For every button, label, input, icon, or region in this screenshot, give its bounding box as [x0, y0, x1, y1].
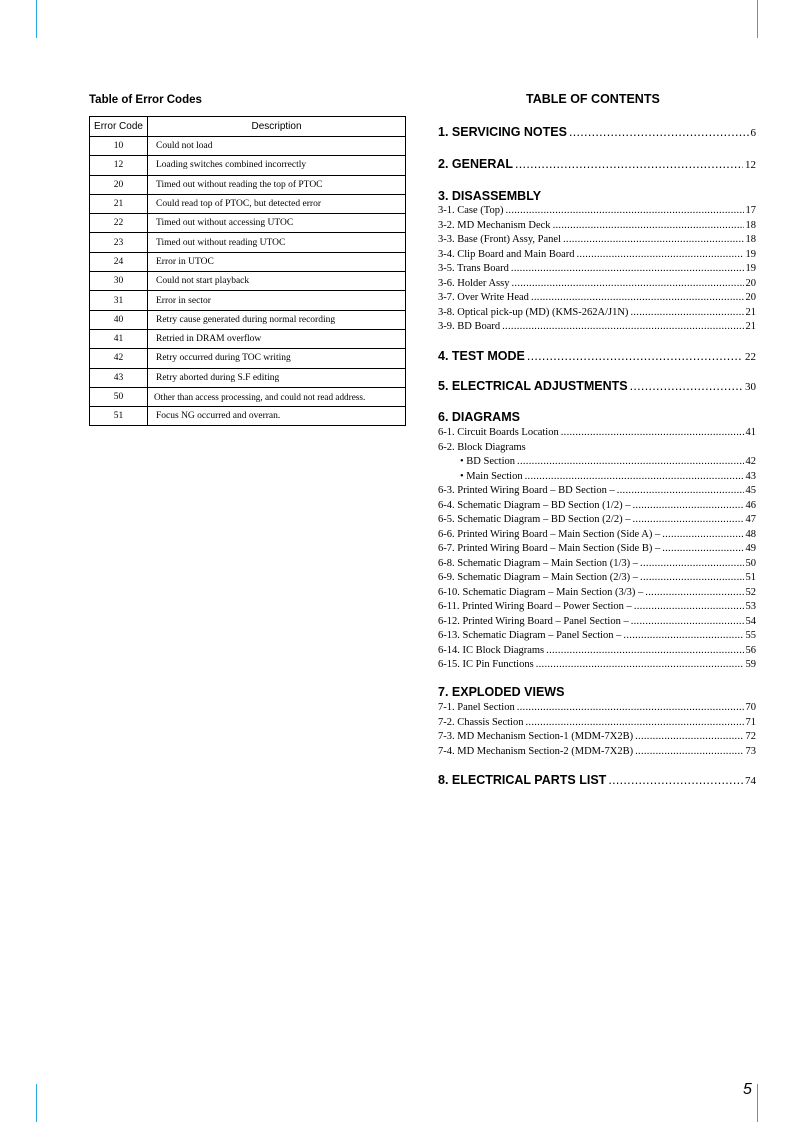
leader-dots: [640, 572, 743, 583]
table-row: [90, 368, 406, 387]
error-code-cell: 41: [90, 329, 148, 348]
toc-item-label: 7-1. Panel Section: [438, 702, 515, 713]
toc-item-label: 3-7. Over Write Head: [438, 292, 529, 303]
toc-item[interactable]: [438, 572, 756, 583]
table-row: [90, 214, 406, 233]
leader-dots: [635, 731, 743, 742]
toc-item-label: 6-5. Schematic Diagram – BD Section (2/2) –: [438, 514, 631, 525]
toc-item-label: 6-10. Schematic Diagram – Main Section (3/3) –: [438, 586, 644, 598]
error-code-cell: 50: [90, 387, 148, 406]
toc-page-number: 19: [745, 248, 756, 260]
toc-item-label: 6-1. Circuit Boards Location: [438, 427, 559, 438]
error-code-cell: 51: [90, 407, 148, 426]
table-row: [90, 252, 406, 271]
toc-item[interactable]: [438, 249, 756, 260]
description-cell: Timed out without accessing UTOC: [148, 214, 406, 233]
toc-page-number: 72: [745, 731, 756, 742]
error-code-cell: 12: [90, 156, 148, 175]
toc-item-label: 3-5. Trans Board: [438, 263, 509, 274]
error-code-table: [89, 116, 406, 426]
toc-page-number: 21: [745, 321, 756, 332]
leader-dots: [631, 616, 744, 627]
description-cell: Retry occurred during TOC writing: [148, 349, 406, 368]
toc-page-number: 18: [745, 219, 756, 231]
table-row: [90, 194, 406, 213]
toc-item-label: 6-11. Printed Wiring Board – Power Section –: [438, 601, 632, 612]
leader-dots: [617, 485, 744, 496]
toc-item[interactable]: [438, 307, 756, 318]
toc-item[interactable]: [438, 702, 756, 713]
toc-page-number: 21: [745, 306, 756, 318]
toc-page-number: 74: [745, 775, 756, 787]
leader-dots: [569, 125, 749, 139]
error-code-cell: 24: [90, 252, 148, 271]
toc-item[interactable]: [438, 292, 756, 303]
toc-item[interactable]: [438, 558, 756, 569]
description-cell: Timed out without reading UTOC: [148, 233, 406, 252]
toc-item-label: 6-2. Block Diagrams: [438, 441, 526, 453]
toc-item-label: 3-8. Optical pick-up (MD) (KMS-262A/J1N): [438, 306, 629, 318]
toc-item-label: 7-3. MD Mechanism Section-1 (MDM-7X2B): [438, 731, 634, 742]
leader-dots: [553, 220, 744, 231]
toc-page-number: 20: [745, 277, 756, 289]
description-cell: Timed out without reading the top of PTOC: [148, 175, 406, 194]
header-error-code: Error Code: [90, 117, 148, 137]
toc-item[interactable]: [438, 543, 756, 554]
toc-item-label: 6-12. Printed Wiring Board – Panel Section –: [438, 615, 629, 627]
toc-page-number: 43: [745, 470, 756, 482]
leader-dots: [525, 471, 744, 482]
toc-section-label: 1. SERVICING NOTES: [438, 125, 567, 139]
toc-item-label: • BD Section: [460, 456, 516, 467]
table-row: [90, 156, 406, 175]
table-row: [90, 310, 406, 329]
leader-dots: [634, 601, 744, 612]
toc-page-number: 6: [750, 127, 756, 139]
toc-title: TABLE OF CONTENTS: [526, 92, 660, 106]
toc-item[interactable]: [438, 630, 756, 641]
toc-section-disassembly[interactable]: 3. DISASSEMBLY: [438, 189, 542, 203]
toc-item-label: 6-4. Schematic Diagram – BD Section (1/2) –: [438, 499, 631, 511]
toc-item[interactable]: [438, 514, 756, 525]
toc-item[interactable]: [438, 601, 756, 612]
leader-dots: [630, 307, 743, 318]
error-code-cell: 31: [90, 291, 148, 310]
error-code-cell: 21: [90, 194, 148, 213]
toc-page-number: 73: [745, 745, 756, 757]
toc-item-label: 3-3. Base (Front) Assy, Panel: [438, 234, 561, 245]
toc-item-label: • Main Section: [460, 470, 523, 482]
toc-page-number: 70: [745, 702, 756, 713]
description-cell: Retry cause generated during normal recording: [148, 310, 406, 329]
crop-mark-top-left: [36, 0, 37, 38]
leader-dots: [635, 746, 743, 757]
toc-page-number: 19: [745, 263, 756, 274]
leader-dots: [608, 773, 743, 787]
leader-dots: [662, 529, 743, 540]
toc-item[interactable]: [438, 263, 756, 274]
toc-section-general[interactable]: [438, 157, 756, 171]
toc-page-number: 22: [745, 351, 756, 363]
toc-page-number: 49: [745, 543, 756, 554]
leader-dots: [645, 587, 743, 598]
toc-item[interactable]: [438, 321, 756, 332]
toc-section-label: 8. ELECTRICAL PARTS LIST: [438, 773, 607, 787]
crop-mark-bottom-left: [36, 1084, 37, 1122]
toc-page-number: 12: [745, 159, 756, 171]
error-code-cell: 23: [90, 233, 148, 252]
toc-item[interactable]: [438, 717, 756, 728]
error-code-cell: 40: [90, 310, 148, 329]
description-cell: Could not start playback: [148, 272, 406, 291]
toc-page-number: 54: [745, 615, 756, 627]
toc-page-number: 30: [745, 381, 756, 393]
leader-dots: [517, 702, 744, 713]
toc-item-label: 3-9. BD Board: [438, 321, 501, 332]
crop-mark-top-right: [757, 0, 758, 38]
toc-item-label: 6-9. Schematic Diagram – Main Section (2/3) –: [438, 572, 639, 583]
description-cell: Loading switches combined incorrectly: [148, 156, 406, 175]
toc-page-number: 18: [745, 234, 756, 245]
error-code-cell: 22: [90, 214, 148, 233]
toc-item[interactable]: [438, 234, 756, 245]
toc-item[interactable]: [438, 529, 756, 540]
toc-item[interactable]: [460, 456, 756, 467]
error-code-cell: 30: [90, 272, 148, 291]
toc-item-label: 6-7. Printed Wiring Board – Main Section (Side B) –: [438, 543, 661, 554]
toc-item-label: 3-4. Clip Board and Main Board: [438, 248, 575, 260]
error-code-cell: 43: [90, 368, 148, 387]
table-row: [90, 272, 406, 291]
leader-dots: [546, 645, 743, 656]
leader-dots: [576, 249, 743, 260]
description-cell: Could not load: [148, 137, 406, 156]
toc-section-servicing-notes[interactable]: [438, 125, 756, 139]
description-cell: Other than access processing, and could not read address.: [148, 387, 406, 406]
leader-dots: [630, 379, 743, 393]
leader-dots: [511, 263, 744, 274]
toc-item[interactable]: [438, 645, 756, 656]
toc-item[interactable]: [438, 485, 756, 496]
toc-page-number: 42: [745, 456, 756, 467]
toc-item-label: 6-13. Schematic Diagram – Panel Section –: [438, 630, 622, 641]
leader-dots: [517, 456, 743, 467]
toc-page-number: 51: [745, 572, 756, 583]
toc-item[interactable]: [438, 278, 756, 289]
toc-item[interactable]: [438, 587, 756, 598]
table-row: [90, 233, 406, 252]
table-row: [90, 387, 406, 406]
description-cell: Retry aborted during S.F editing: [148, 368, 406, 387]
description-cell: Error in UTOC: [148, 252, 406, 271]
toc-page-number: 45: [745, 485, 756, 496]
leader-dots: [505, 205, 743, 216]
leader-dots: [525, 717, 743, 728]
leader-dots: [536, 659, 744, 670]
toc-page-number: 41: [745, 427, 756, 438]
leader-dots: [531, 292, 744, 303]
table-row: [90, 407, 406, 426]
toc-page-number: 71: [745, 716, 756, 728]
toc-item[interactable]: [438, 731, 756, 742]
crop-mark-bottom-right: [757, 1084, 758, 1122]
error-table-title: Table of Error Codes: [89, 94, 202, 106]
toc-item-label: 6-8. Schematic Diagram – Main Section (1/3) –: [438, 557, 639, 569]
toc-section-test-mode[interactable]: [438, 349, 756, 363]
toc-section-exploded-views[interactable]: 7. EXPLODED VIEWS: [438, 685, 565, 699]
error-code-cell: 10: [90, 137, 148, 156]
toc-page-number: 53: [745, 601, 756, 612]
toc-page-number: 47: [745, 514, 756, 525]
toc-item-label: 3-2. MD Mechanism Deck: [438, 219, 551, 231]
toc-item[interactable]: [438, 427, 756, 438]
leader-dots: [632, 500, 743, 511]
description-cell: Error in sector: [148, 291, 406, 310]
toc-item-label: 6-3. Printed Wiring Board – BD Section –: [438, 485, 615, 496]
toc-section-label: 2. GENERAL: [438, 157, 514, 171]
toc-page-number: 55: [745, 630, 756, 641]
error-code-cell: 20: [90, 175, 148, 194]
leader-dots: [563, 234, 744, 245]
table-header-row: [90, 117, 406, 137]
description-cell: Focus NG occurred and overran.: [148, 407, 406, 426]
toc-page-number: 50: [745, 557, 756, 569]
toc-item-label: 3-1. Case (Top): [438, 205, 504, 216]
toc-page-number: 52: [745, 586, 756, 598]
toc-item[interactable]: [438, 500, 756, 511]
error-table-body: [90, 137, 406, 426]
leader-dots: [527, 349, 743, 363]
toc-item-label: 3-6. Holder Assy: [438, 277, 510, 289]
table-row: [90, 349, 406, 368]
toc-item[interactable]: [438, 746, 756, 757]
toc-item-label: 6-15. IC Pin Functions: [438, 659, 534, 670]
error-code-cell: 42: [90, 349, 148, 368]
table-row: [90, 291, 406, 310]
toc-section-label: 4. TEST MODE: [438, 349, 525, 363]
leader-dots: [515, 157, 743, 171]
description-cell: Retried in DRAM overflow: [148, 329, 406, 348]
toc-page-number: 48: [745, 528, 756, 540]
toc-page-number: 17: [745, 205, 756, 216]
leader-dots: [662, 543, 743, 554]
toc-item[interactable]: [438, 220, 756, 231]
description-cell: Could read top of PTOC, but detected error: [148, 194, 406, 213]
leader-dots: [623, 630, 743, 641]
leader-dots: [561, 427, 744, 438]
toc-page-number: 56: [745, 644, 756, 656]
toc-page-number: 46: [745, 499, 756, 511]
leader-dots: [502, 321, 743, 332]
leader-dots: [632, 514, 743, 525]
toc-page-number: 59: [745, 659, 756, 670]
toc-section-diagrams[interactable]: 6. DIAGRAMS: [438, 410, 520, 424]
table-row: [90, 329, 406, 348]
toc-item-label: 7-4. MD Mechanism Section-2 (MDM-7X2B): [438, 745, 634, 757]
toc-section-electrical-parts-list[interactable]: [438, 773, 756, 787]
table-row: [90, 175, 406, 194]
toc-item[interactable]: [460, 471, 756, 482]
header-description: Description: [148, 117, 406, 137]
toc-item-label: 6-6. Printed Wiring Board – Main Section (Side A) –: [438, 528, 661, 540]
toc-item[interactable]: [438, 205, 756, 216]
toc-item[interactable]: [438, 616, 756, 627]
toc-item[interactable]: [438, 442, 756, 453]
toc-item-label: 6-14. IC Block Diagrams: [438, 644, 545, 656]
toc-item-label: 7-2. Chassis Section: [438, 716, 524, 728]
toc-section-electrical-adjustments[interactable]: [438, 379, 756, 393]
toc-page-number: 20: [745, 292, 756, 303]
toc-section-label: 5. ELECTRICAL ADJUSTMENTS: [438, 379, 628, 393]
leader-dots: [640, 558, 743, 569]
toc-item[interactable]: [438, 659, 756, 670]
page-number: 5: [743, 1081, 752, 1098]
leader-dots: [511, 278, 743, 289]
table-row: [90, 137, 406, 156]
